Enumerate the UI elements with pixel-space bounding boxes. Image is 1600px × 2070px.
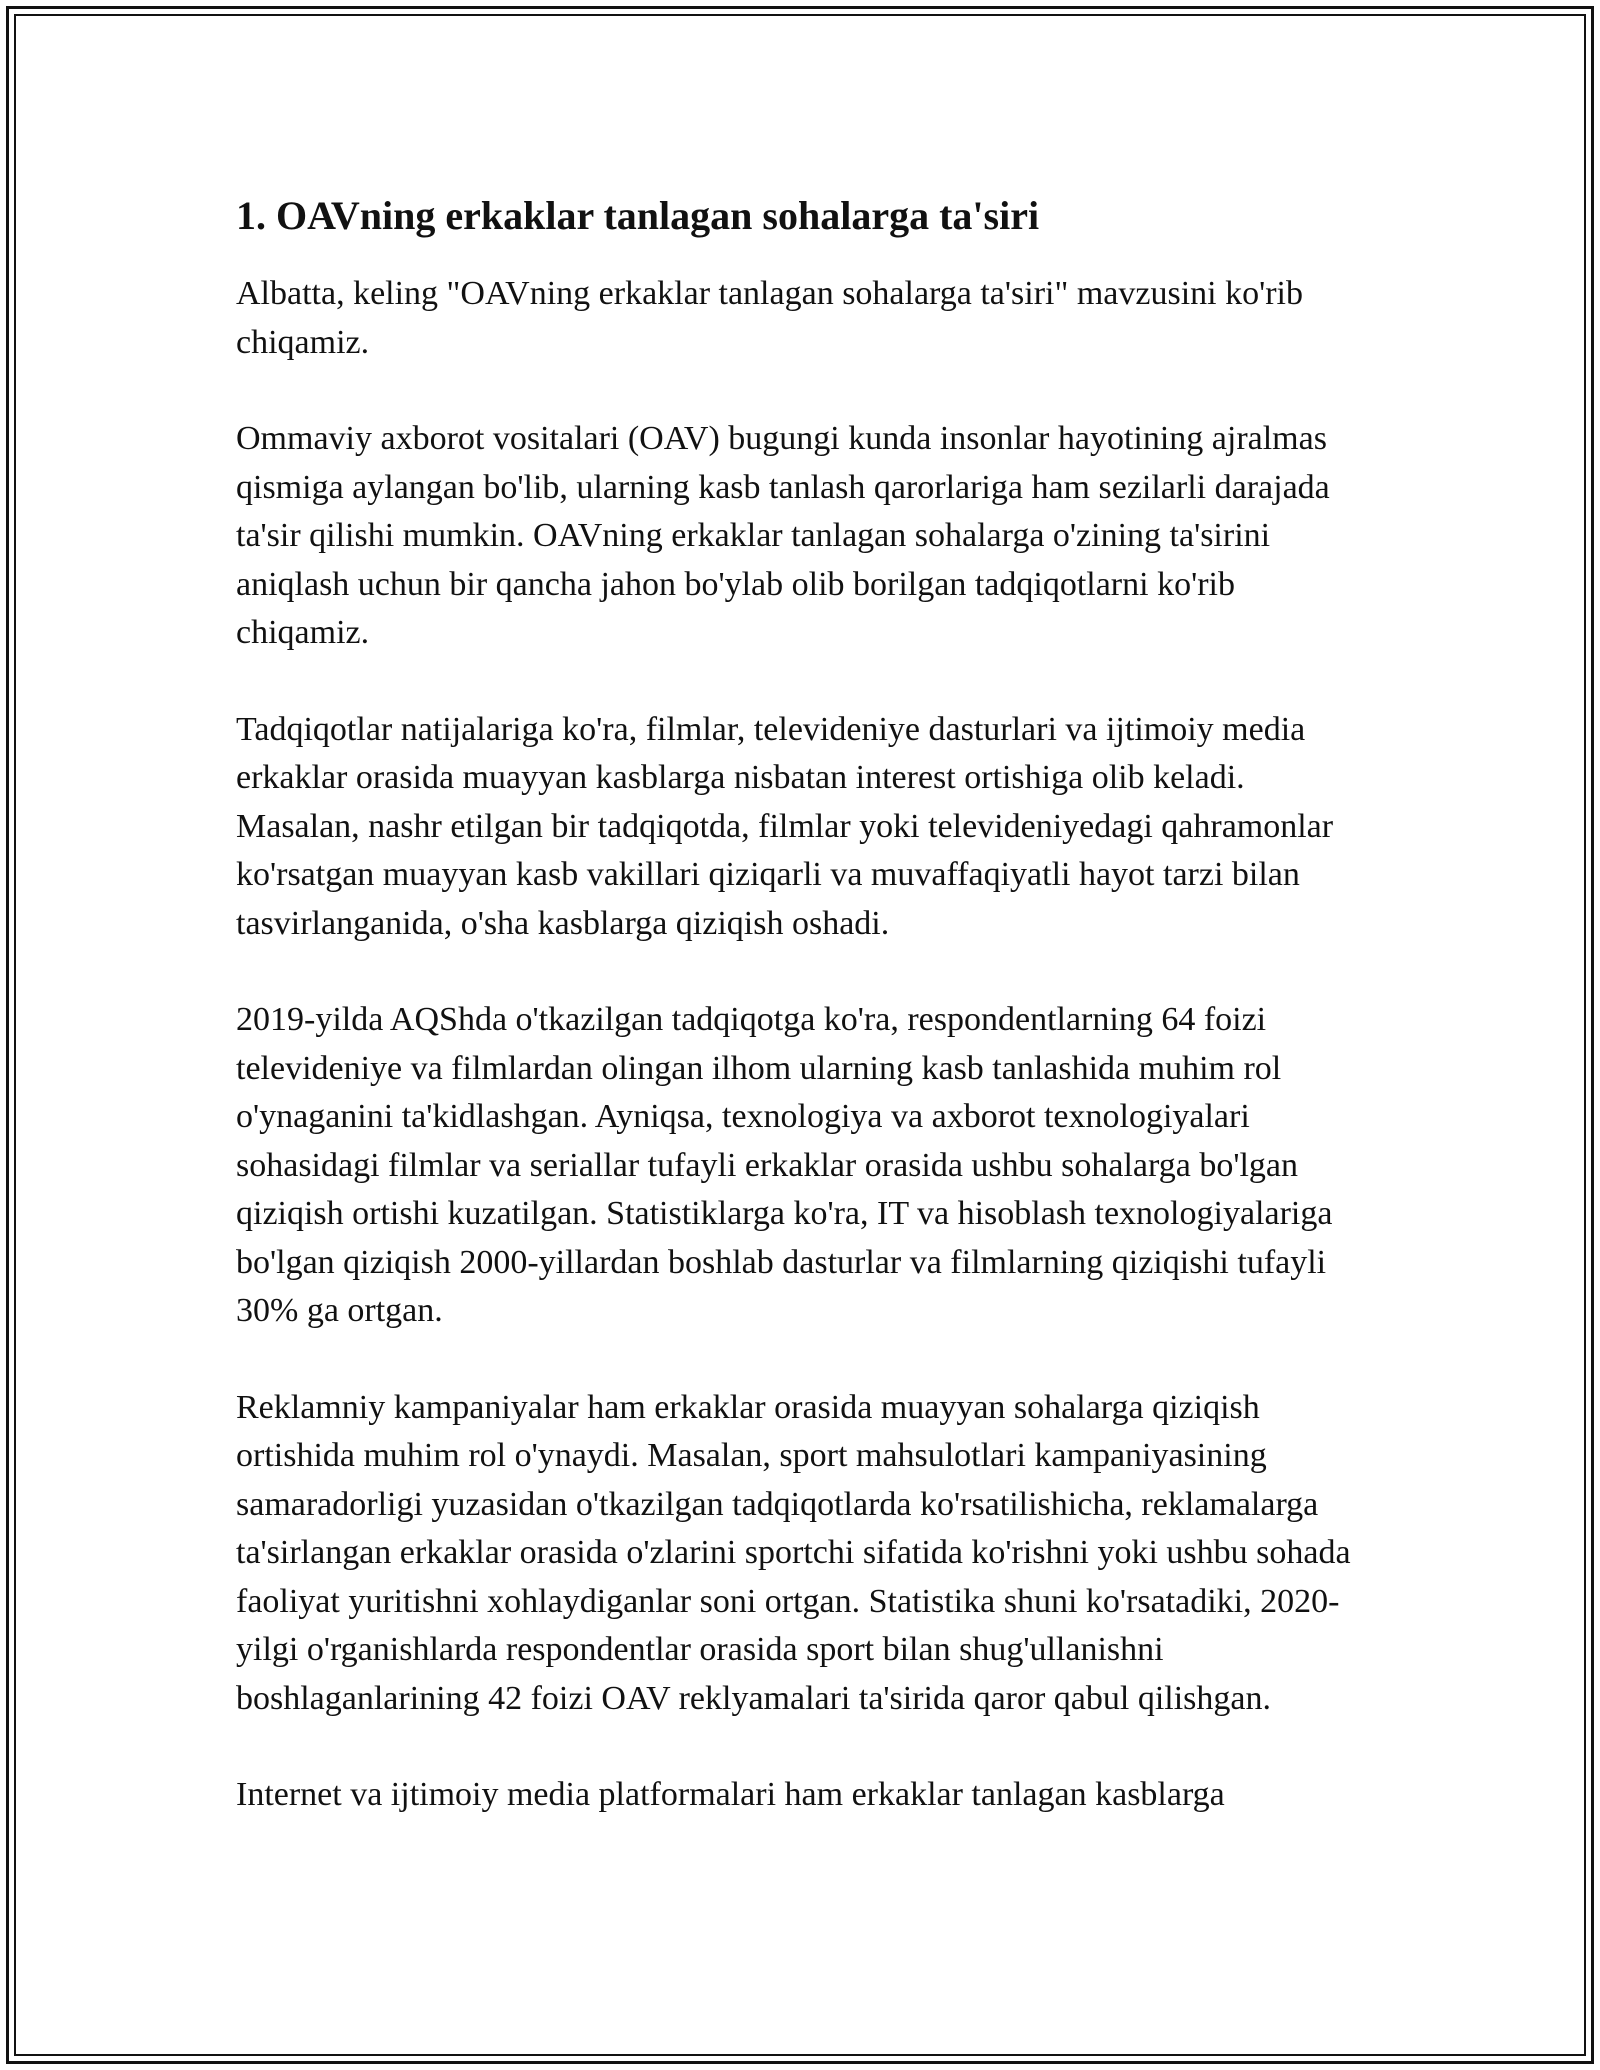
paragraph-usa-study: 2019-yilda AQShda o'tkazilgan tadqiqotga ko'ra, respondentlarning 64 foizi televideniye va filmlardan olingan ilhom ularning kasb tanlashida muhim rol o'ynaganini ta'kidlashgan. Ayniqsa, texnologiya va axborot texnologiyalari sohasidagi filmlar va seriallar tufayli erkaklar orasida ushbu sohalarga bo'lgan qiziqish ortishi kuzatilgan. Statistiklarga ko'ra, IT va hisoblash texnologiyalariga bo'lgan qiziqish 2000-yillardan boshlab dasturlar va filmlarning qiziqishi tufayli 30% ga ortgan. bbox=[236, 1001, 1333, 1329]
paragraph-media-overview: Ommaviy axborot vositalari (OAV) bugungi kunda insonlar hayotining ajralmas qismiga aylangan bo'lib, ularning kasb tanlash qarorlariga ham sezilarli darajada ta'sir qilishi mumkin. OAVning erkaklar tanlagan sohalarga o'zining ta'sirini aniqlash uchun bir qancha jahon bo'ylab olib borilgan tadqiqotlarni ko'rib chiqamiz. bbox=[236, 420, 1330, 651]
paragraph-intro: Albatta, keling "OAVning erkaklar tanlagan sohalarga ta'siri" mavzusini ko'rib chiqamiz. bbox=[236, 275, 1303, 361]
section-heading: 1. OAVning erkaklar tanlagan sohalarga ta'siri bbox=[236, 193, 1040, 238]
paragraph-internet: Internet va ijtimoiy media platformalari ham erkaklar tanlagan kasblarga bbox=[236, 1776, 1225, 1813]
document-body bbox=[236, 188, 1376, 1868]
paragraph-advertising: Reklamniy kampaniyalar ham erkaklar orasida muayyan sohalarga qiziqish ortishida muhim rol o'ynaydi. Masalan, sport mahsulotlari kampaniyasining samaradorligi yuzasidan o'tkazilgan tadqiqotlarda ko'rsatilishicha, reklamalarga ta'sirlangan erkaklar orasida o'zlarini sportchi sifatida ko'rishni yoki ushbu sohada faoliyat yuritishni xohlaydiganlar soni ortgan. Statistika shuni ko'rsatadiki, 2020-yilgi o'rganishlarda respondentlar orasida sport bilan shug'ullanishni boshlaganlarining 42 foizi OAV reklyamalari ta'sirida qaror qabul qilishgan. bbox=[236, 1388, 1351, 1717]
paragraph-research-findings: Tadqiqotlar natijalariga ko'ra, filmlar, televideniye dasturlari va ijtimoiy media erkaklar orasida muayyan kasblarga nisbatan interest ortishiga olib keladi. Masalan, nashr etilgan bir tadqiqotda, filmlar yoki televideniyedagi qahramonlar ko'rsatgan muayyan kasb vakillari qiziqarli va muvaffaqiyatli hayot tarzi bilan tasvirlanganida, o'sha kasblarga qiziqish oshadi. bbox=[236, 710, 1334, 942]
